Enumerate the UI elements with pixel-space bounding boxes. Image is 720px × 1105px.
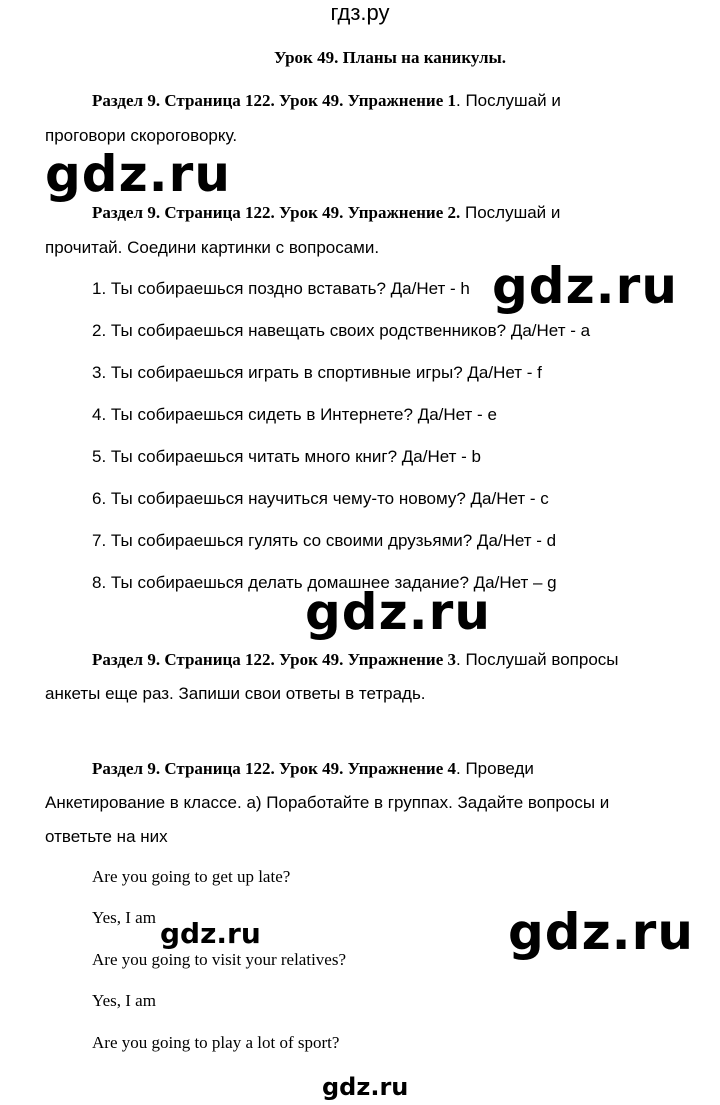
exercise-4-line-3: ответьте на них — [45, 827, 168, 846]
site-header: гдз.ру — [330, 0, 390, 25]
exercise-4-line-2: Анкетирование в классе. а) Поработайте в группах. Задайте вопросы и — [45, 793, 610, 812]
exercise-3-text: . Послушай вопросы — [456, 650, 619, 669]
exercise-4-text: . Проведи — [456, 759, 534, 778]
watermark: gdz.ru — [45, 145, 231, 203]
dialog-line: Are you going to play a lot of sport? — [92, 1033, 340, 1052]
watermark: gdz.ru — [305, 583, 491, 641]
exercise-3-heading: Раздел 9. Страница 122. Урок 49. Упражнение 3 — [92, 650, 457, 669]
exercise-2-text: Послушай и — [460, 203, 561, 222]
list-item: 7. Ты собираешься гулять со своими друзьями? Да/Нет - d — [92, 531, 557, 550]
dialog-line: Yes, I am — [92, 991, 156, 1010]
list-item: 3. Ты собираешься играть в спортивные игры? Да/Нет - f — [92, 363, 542, 382]
exercise-2-heading: Раздел 9. Страница 122. Урок 49. Упражнение 2. — [92, 203, 461, 222]
exercise-4-line-1 — [92, 759, 534, 779]
exercise-4-heading: Раздел 9. Страница 122. Урок 49. Упражнение 4 — [92, 759, 457, 778]
watermark: gdz.ru — [488, 258, 682, 314]
dialog-line: Are you going to get up late? — [92, 867, 291, 886]
lesson-title: Урок 49. Планы на каникулы. — [273, 48, 507, 67]
footer-watermark: gdz.ru — [322, 1073, 409, 1101]
list-item: 6. Ты собираешься научиться чему-то новому? Да/Нет - c — [92, 489, 549, 508]
exercise-1-line-2: проговори скороговорку. — [45, 126, 238, 145]
exercise-1-text: . Послушай и — [456, 91, 561, 110]
list-item: 1. Ты собираешься поздно вставать? Да/Нет - h — [92, 279, 470, 298]
dialog-line: Are you going to visit your relatives? — [92, 950, 347, 969]
watermark: gdz.ru — [160, 917, 261, 950]
exercise-3-line-1 — [92, 650, 619, 670]
dialog-line: Yes, I am — [92, 908, 156, 927]
exercise-1-heading: Раздел 9. Страница 122. Урок 49. Упражнение 1 — [92, 91, 457, 110]
list-item: 5. Ты собираешься читать много книг? Да/Нет - b — [92, 447, 481, 466]
exercise-1-line-1 — [92, 91, 561, 111]
list-item: 2. Ты собираешься навещать своих родственников? Да/Нет - a — [92, 321, 591, 340]
exercise-2-line-1 — [92, 203, 560, 223]
exercise-3-line-2: анкеты еще раз. Запиши свои ответы в тетрадь. — [45, 684, 426, 703]
watermark: gdz.ru — [508, 903, 694, 961]
list-item: 4. Ты собираешься сидеть в Интернете? Да/Нет - e — [92, 405, 497, 424]
exercise-2-line-2: прочитай. Соедини картинки с вопросами. — [45, 238, 380, 257]
list-item: 8. Ты собираешься делать домашнее задание? Да/Нет – g — [92, 573, 557, 592]
